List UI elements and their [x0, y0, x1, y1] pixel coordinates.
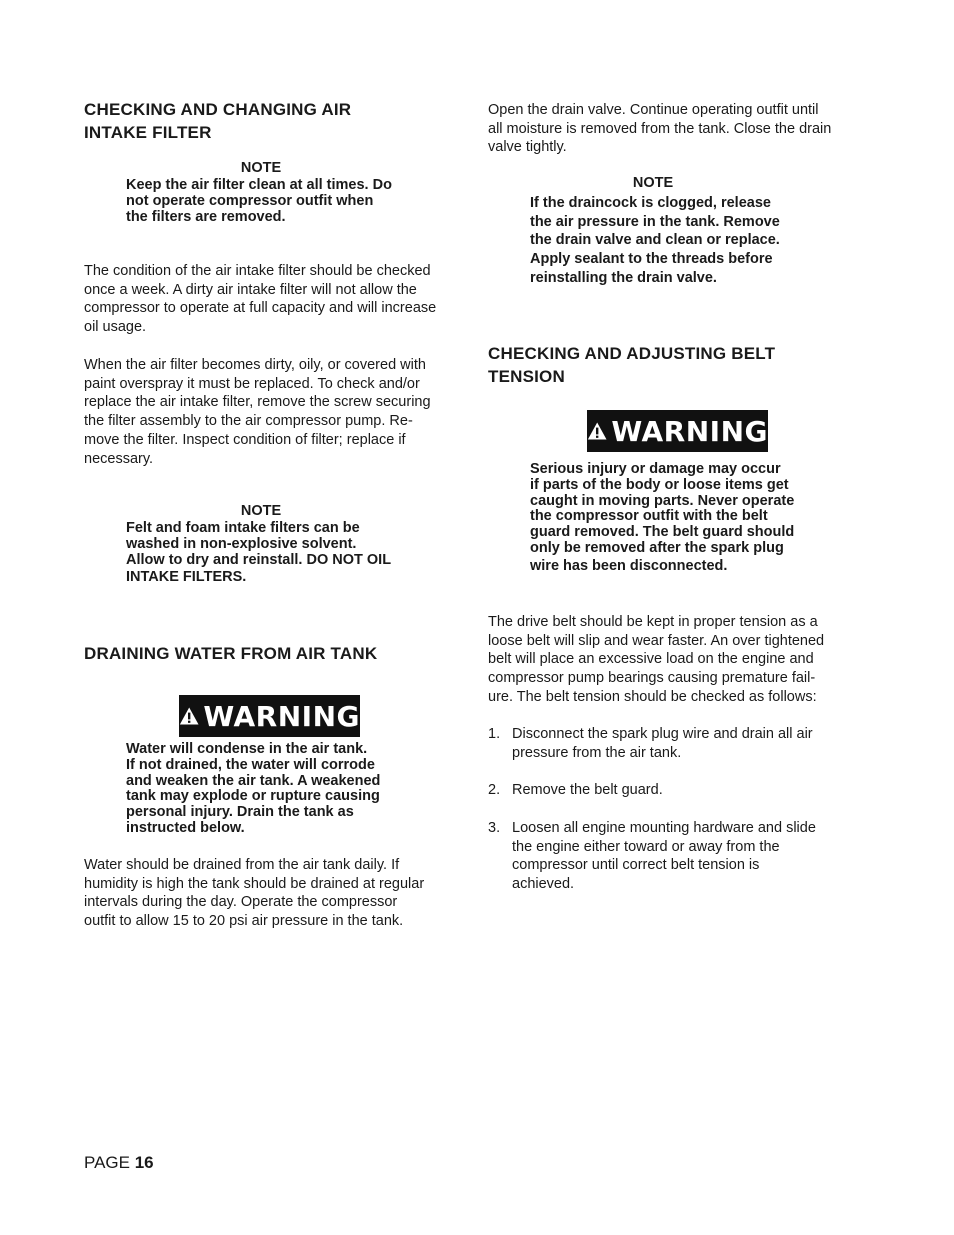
page-number: PAGE 16	[84, 1153, 154, 1172]
paragraph-filter-replace: When the air filter becomes dirty, oily, or covered with paint overspray it must be replaced. To check and/or replace the air intake filter, remove the screw securing the filter assembly to the air compressor pump. Re- move the filter. Inspect condition of filter; replace if necessary.	[84, 357, 431, 467]
section-heading-draining: DRAINING WATER FROM AIR TANK	[84, 644, 378, 663]
note-text-draincock: If the draincock is clogged, release the air pressure in the tank. Remove the drain valve and clean or replace. Apply sealant to the threads before reinstalling the drain valve.	[530, 195, 780, 286]
paragraph-filter-condition: The condition of the air intake filter should be checked once a week. A dirty air intake filter will not allow the compressor to operate at full capacity and will increase oil usage.	[84, 263, 437, 336]
paragraph-drain-daily: Water should be drained from the air tank daily. If humidity is high the tank should be drained at regular intervals during the day. Operate the compressor outfit to allow 15 to 20 psi air pressure in the tank.	[84, 857, 425, 930]
warning-text-draining: Water will condense in the air tank. If not drained, the water will corrode and weaken the air tank. A weakened tank may explode or rupture causing personal injury. Drain the tank as instructed below.	[126, 741, 381, 836]
warning-triangle-icon	[587, 420, 607, 442]
list-item: 3. Loosen all engine mounting hardware and slide the engine either toward or away from the compressor until correct belt tension is achieved.	[488, 820, 816, 893]
note-title-3: NOTE	[632, 175, 674, 191]
list-item: 1. Disconnect the spark plug wire and drain all air pressure from the air tank.	[488, 726, 813, 761]
list-item: 2. Remove the belt guard.	[488, 782, 663, 798]
section-heading-belt-tension: CHECKING AND ADJUSTING BELT TENSION	[488, 344, 776, 386]
warning-banner-belt: WARNING	[587, 410, 768, 452]
note-text-air-filter: Keep the air filter clean at all times. Do not operate compressor outfit when the filters are removed.	[126, 177, 392, 225]
note-title-2: NOTE	[240, 503, 282, 519]
warning-text-belt: Serious injury or damage may occur if parts of the body or loose items get caught in moving parts. Never operate the compressor outfit with the belt guard removed. The belt guard should only be removed after the spark plug wire has been disconnected.	[530, 461, 795, 574]
paragraph-drive-belt: The drive belt should be kept in proper tension as a loose belt will slip and wear faster. An over tightened belt will place an excessive load on the engine and compressor pump bearings causing premature fail- ure. The belt tension should be checked as follows:	[488, 614, 825, 705]
warning-triangle-icon	[179, 705, 199, 727]
warning-banner-draining: WARNING	[179, 695, 360, 737]
note-text-filter-cleaning: Felt and foam intake filters can be washed in non-explosive solvent. Allow to dry and reinstall. DO NOT OIL INTAKE FILTERS.	[126, 520, 392, 586]
paragraph-open-drain: Open the drain valve. Continue operating outfit until all moisture is removed from the tank. Close the drain valve tightly.	[488, 102, 832, 156]
note-title: NOTE	[240, 160, 282, 176]
section-heading-air-filter: CHECKING AND CHANGING AIR INTAKE FILTER	[84, 100, 352, 142]
